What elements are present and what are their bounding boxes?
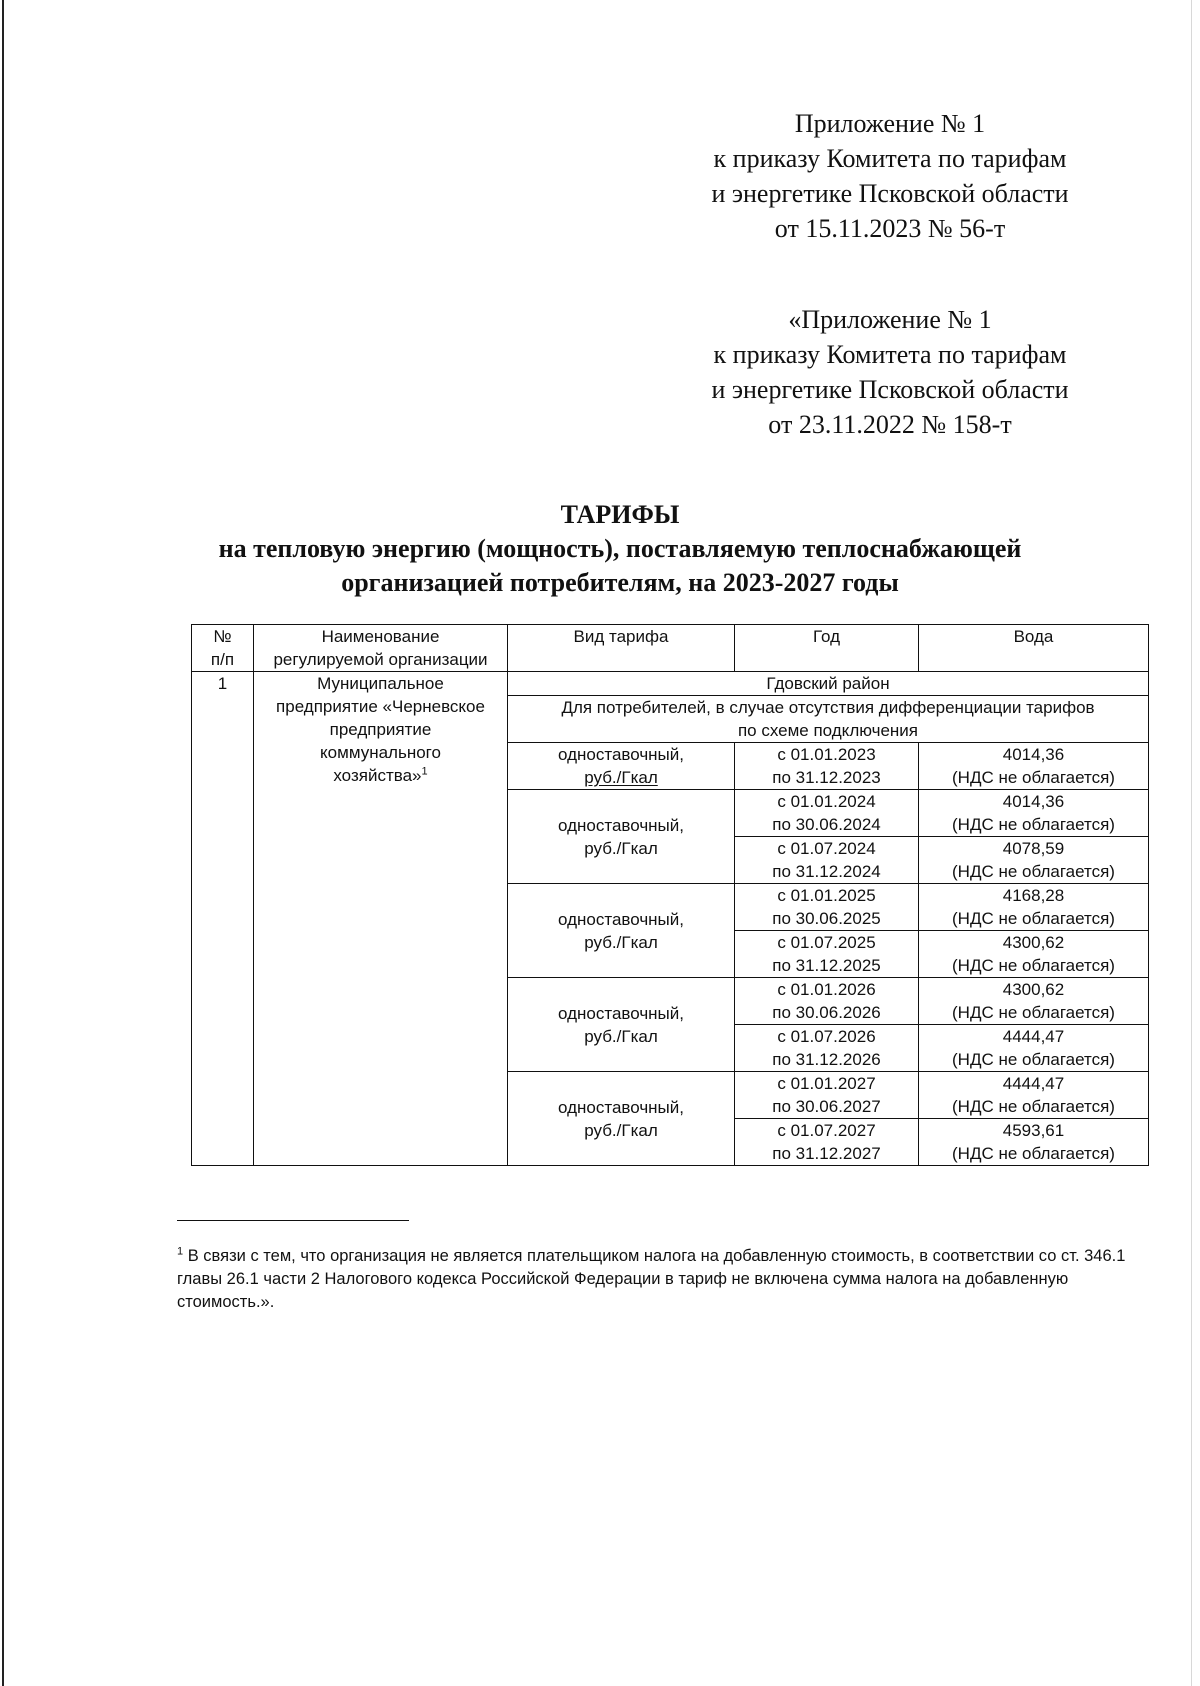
header-cell-tariff-type: Вид тарифа xyxy=(508,625,735,672)
water-tariff-cell: 4444,47 (НДС не облагается) xyxy=(919,1072,1149,1119)
period-cell: с 01.01.2024 по 30.06.2024 xyxy=(735,790,919,837)
header-line: от 23.11.2022 № 158-т xyxy=(768,410,1012,439)
header-cell-number: № п/п xyxy=(192,625,254,672)
tariff-table xyxy=(191,624,1149,1166)
title-line: на тепловую энергию (мощность), поставляемую теплоснабжающей xyxy=(218,534,1022,563)
header-cell-organization: Наименование регулируемой организации xyxy=(254,625,508,672)
row-number-cell: 1 xyxy=(192,672,254,1166)
period-cell: с 01.07.2026 по 31.12.2026 xyxy=(735,1025,919,1072)
period-cell: с 01.01.2025 по 30.06.2025 xyxy=(735,884,919,931)
title-line: организацией потребителям, на 2023-2027 годы xyxy=(341,568,899,597)
tariff-type-cell: одноставочный, руб./Гкал xyxy=(508,978,735,1072)
scan-edge-left xyxy=(2,0,4,1686)
footnote-marker: 1 xyxy=(421,765,428,778)
footnote xyxy=(177,1245,1137,1314)
consumer-note-cell: Для потребителей, в случае отсутствия дифференциации тарифов по схеме подключения xyxy=(508,696,1149,743)
organization-name-cell: Муниципальное предприятие «Черневское предприятие коммунального хозяйства»$^1$ xyxy=(254,672,508,1166)
header-line: и энергетике Псковской области xyxy=(711,375,1069,404)
header-line: к приказу Комитета по тарифам xyxy=(713,144,1067,173)
scan-edge-right xyxy=(1191,0,1192,1686)
tariff-type-cell: одноставочный, руб./Гкал xyxy=(508,743,735,790)
document-title xyxy=(160,498,1080,600)
header-line: к приказу Комитета по тарифам xyxy=(713,340,1067,369)
water-tariff-cell: 4593,61 (НДС не облагается) xyxy=(919,1119,1149,1166)
table-header-row xyxy=(192,625,1149,672)
appendix-header-current xyxy=(680,106,1100,246)
tariff-type-cell: одноставочный, руб./Гкал xyxy=(508,884,735,978)
water-tariff-cell: 4168,28 (НДС не облагается) xyxy=(919,884,1149,931)
tariff-table-body xyxy=(192,625,1149,1166)
header-line: Приложение № 1 xyxy=(794,109,986,138)
period-cell: с 01.07.2027 по 31.12.2027 xyxy=(735,1119,919,1166)
table-row-district xyxy=(192,672,1149,696)
period-cell: с 01.07.2025 по 31.12.2025 xyxy=(735,931,919,978)
title-main: ТАРИФЫ xyxy=(560,500,680,529)
appendix-header-previous xyxy=(680,302,1100,442)
water-tariff-cell: 4078,59 (НДС не облагается) xyxy=(919,837,1149,884)
header-line: и энергетике Псковской области xyxy=(711,179,1069,208)
tariff-type-cell: одноставочный, руб./Гкал xyxy=(508,1072,735,1166)
header-line: «Приложение № 1 xyxy=(788,305,992,334)
footnote-separator xyxy=(177,1220,409,1221)
header-line: от 15.11.2023 № 56-т xyxy=(774,214,1006,243)
period-cell: с 01.01.2027 по 30.06.2027 xyxy=(735,1072,919,1119)
water-tariff-cell: 4300,62 (НДС не облагается) xyxy=(919,931,1149,978)
header-cell-year: Год xyxy=(735,625,919,672)
period-cell: с 01.01.2026 по 30.06.2026 xyxy=(735,978,919,1025)
period-cell: с 01.01.2023 по 31.12.2023 xyxy=(735,743,919,790)
district-cell: Гдовский район xyxy=(508,672,1149,696)
water-tariff-cell: 4444,47 (НДС не облагается) xyxy=(919,1025,1149,1072)
water-tariff-cell: 4300,62 (НДС не облагается) xyxy=(919,978,1149,1025)
header-cell-water: Вода xyxy=(919,625,1149,672)
period-cell: с 01.07.2024 по 31.12.2024 xyxy=(735,837,919,884)
water-tariff-cell: 4014,36 (НДС не облагается) xyxy=(919,790,1149,837)
water-tariff-cell: 4014,36 (НДС не облагается) xyxy=(919,743,1149,790)
footnote-text: В связи с тем, что организация не является плательщиком налога на добавленную стоимость, в соответствии со ст. 346.1 главы 26.1 части 2 Налогового кодекса Российской Федерации в тариф не включена сумма налога на добавленную стоимость.». xyxy=(177,1247,1126,1311)
footnote-mark: 1 xyxy=(177,1245,184,1258)
tariff-type-cell: одноставочный, руб./Гкал xyxy=(508,790,735,884)
